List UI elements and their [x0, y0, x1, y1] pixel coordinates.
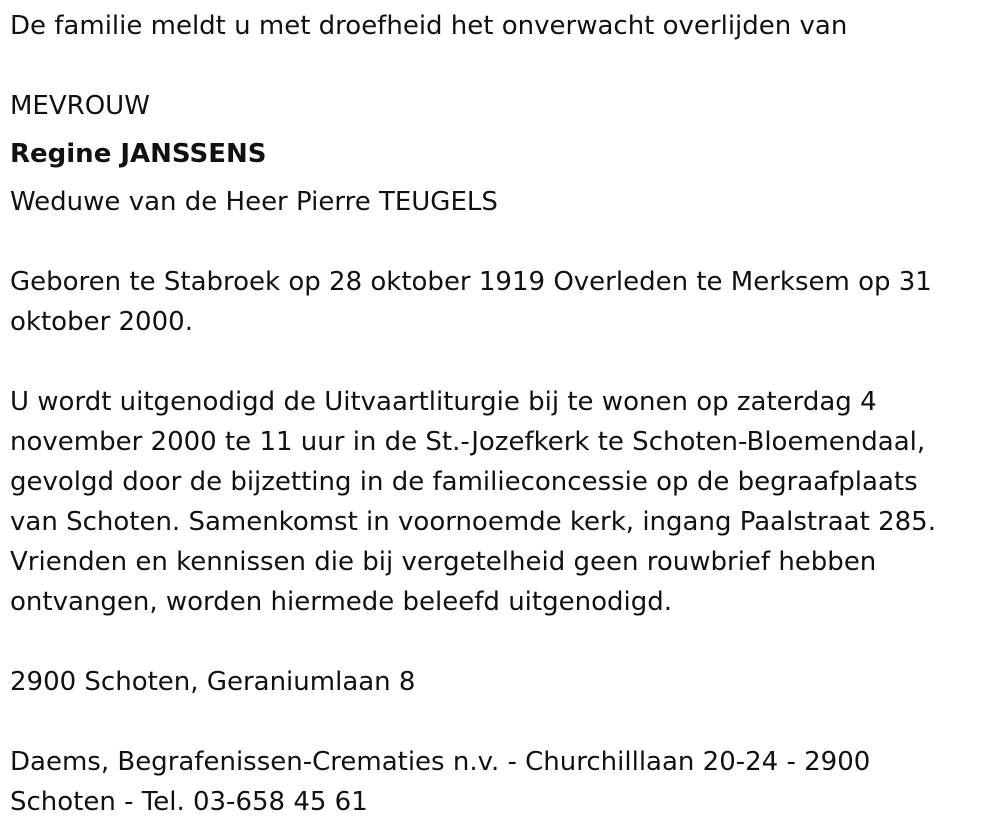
intro-text: De familie meldt u met droefheid het onverwacht overlijden van — [10, 11, 848, 41]
spacer — [10, 46, 985, 86]
funeral-notice — [10, 6, 985, 822]
address-text: 2900 Schoten, Geraniumlaan 8 — [10, 667, 416, 697]
invitation-line: van Schoten. Samenkomst in voornoemde kerk, ingang Paalstraat 285. — [10, 507, 936, 537]
spacer — [10, 622, 985, 662]
spacer — [10, 126, 985, 134]
funeral-home-line: Daems, Begrafenissen-Crematies n.v. - Churchilllaan 20-24 - 2900 — [10, 747, 871, 777]
funeral-home-line: Schoten - Tel. 03-658 45 61 — [10, 787, 368, 817]
deceased-name: Regine JANSSENS — [10, 139, 267, 169]
invitation-paragraph — [10, 382, 985, 622]
invitation-line: gevolgd door de bijzetting in de familieconcessie op de begraafplaats — [10, 467, 918, 497]
invitation-line: november 2000 te 11 uur in de St.-Jozefkerk te Schoten-Bloemendaal, — [10, 427, 926, 457]
funeral-home-paragraph — [10, 742, 985, 822]
spacer — [10, 222, 985, 262]
invitation-line: Vrienden en kennissen die bij vergetelheid geen rouwbrief hebben — [10, 547, 877, 577]
birth-death-paragraph — [10, 262, 985, 342]
spacer — [10, 174, 985, 182]
birth-death-line: Geboren te Stabroek op 28 oktober 1919 Overleden te Merksem op 31 — [10, 267, 932, 297]
spacer — [10, 702, 985, 742]
birth-death-line: oktober 2000. — [10, 307, 193, 337]
spacer — [10, 342, 985, 382]
honorific: MEVROUW — [10, 91, 150, 121]
invitation-line: U wordt uitgenodigd de Uitvaartliturgie bij te wonen op zaterdag 4 — [10, 387, 877, 417]
invitation-line: ontvangen, worden hiermede beleefd uitgenodigd. — [10, 587, 672, 617]
relation-text: Weduwe van de Heer Pierre TEUGELS — [10, 187, 498, 217]
